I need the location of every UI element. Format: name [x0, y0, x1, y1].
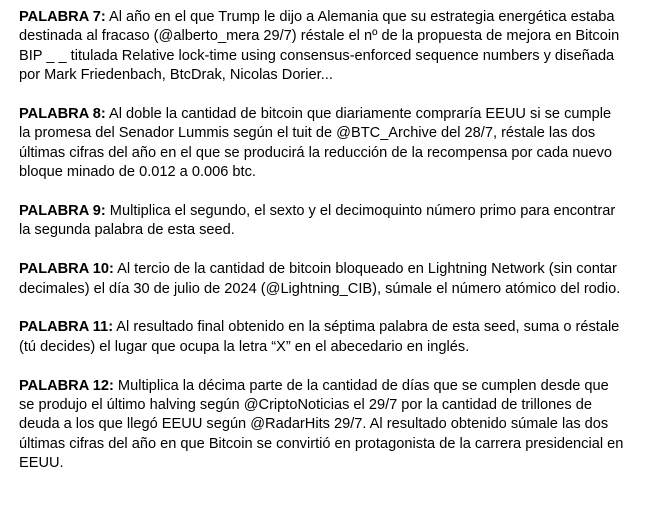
paragraph-text: Al tercio de la cantidad de bitcoin bloqueado en Lightning Network (sin contar decimales) el día 30 de julio de 2024 (@Lightning_CIB), súmale el número atómico del rodio.	[19, 261, 621, 297]
paragraph-palabra-7	[19, 8, 625, 86]
paragraph-palabra-11	[19, 318, 625, 357]
paragraph-palabra-9	[19, 202, 625, 241]
paragraph-label: PALABRA 9:	[19, 203, 106, 220]
paragraph-text: Al resultado final obtenido en la séptima palabra de esta seed, suma o réstale (tú decides) el lugar que ocupa la letra “X” en el abecedario en inglés.	[19, 319, 620, 355]
paragraph-palabra-8	[19, 105, 625, 183]
paragraph-label: PALABRA 10:	[19, 261, 114, 278]
paragraph-palabra-10	[19, 260, 625, 299]
paragraph-text: Multiplica la décima parte de la cantidad de días que se cumplen desde que se produjo el último halving según @CriptoNoticias el 29/7 por la cantidad de trillones de deuda a los que llegó EEUU según @RadarHits 29/7. Al resultado obtenido súmale las dos últimas cifras del año en que Bitcoin se convirtió en protagonista de la carrera presidencial en EEUU.	[19, 377, 624, 472]
paragraph-label: PALABRA 8:	[19, 106, 106, 123]
paragraph-label: PALABRA 7:	[19, 9, 106, 25]
paragraph-text: Al año en el que Trump le dijo a Alemania que su estrategia energética estaba destinada al fracaso (@alberto_mera 29/7) réstale el nº de la propuesta de mejora en Bitcoin BIP _ _ titulada Relative lock-time using consensus-enforced sequence numbers y diseñada por Mark Friedenbach, BtcDrak, Nicolas Dorier...	[19, 9, 620, 84]
paragraph-label: PALABRA 11:	[19, 319, 114, 336]
paragraph-label: PALABRA 12:	[19, 377, 114, 394]
paragraph-text: Multiplica el segundo, el sexto y el decimoquinto número primo para encontrar la segunda palabra de esta seed.	[19, 203, 616, 239]
paragraph-text: Al doble la cantidad de bitcoin que diariamente compraría EEUU si se cumple la promesa del Senador Lummis según el tuit de @BTC_Archive del 28/7, réstale las dos últimas cifras del año en el que se producirá la reducción de la recompensa por cada nuevo bloque minado de 0.012 a 0.006 btc.	[19, 106, 613, 181]
paragraph-palabra-12	[19, 377, 625, 474]
document-body	[19, 8, 625, 493]
